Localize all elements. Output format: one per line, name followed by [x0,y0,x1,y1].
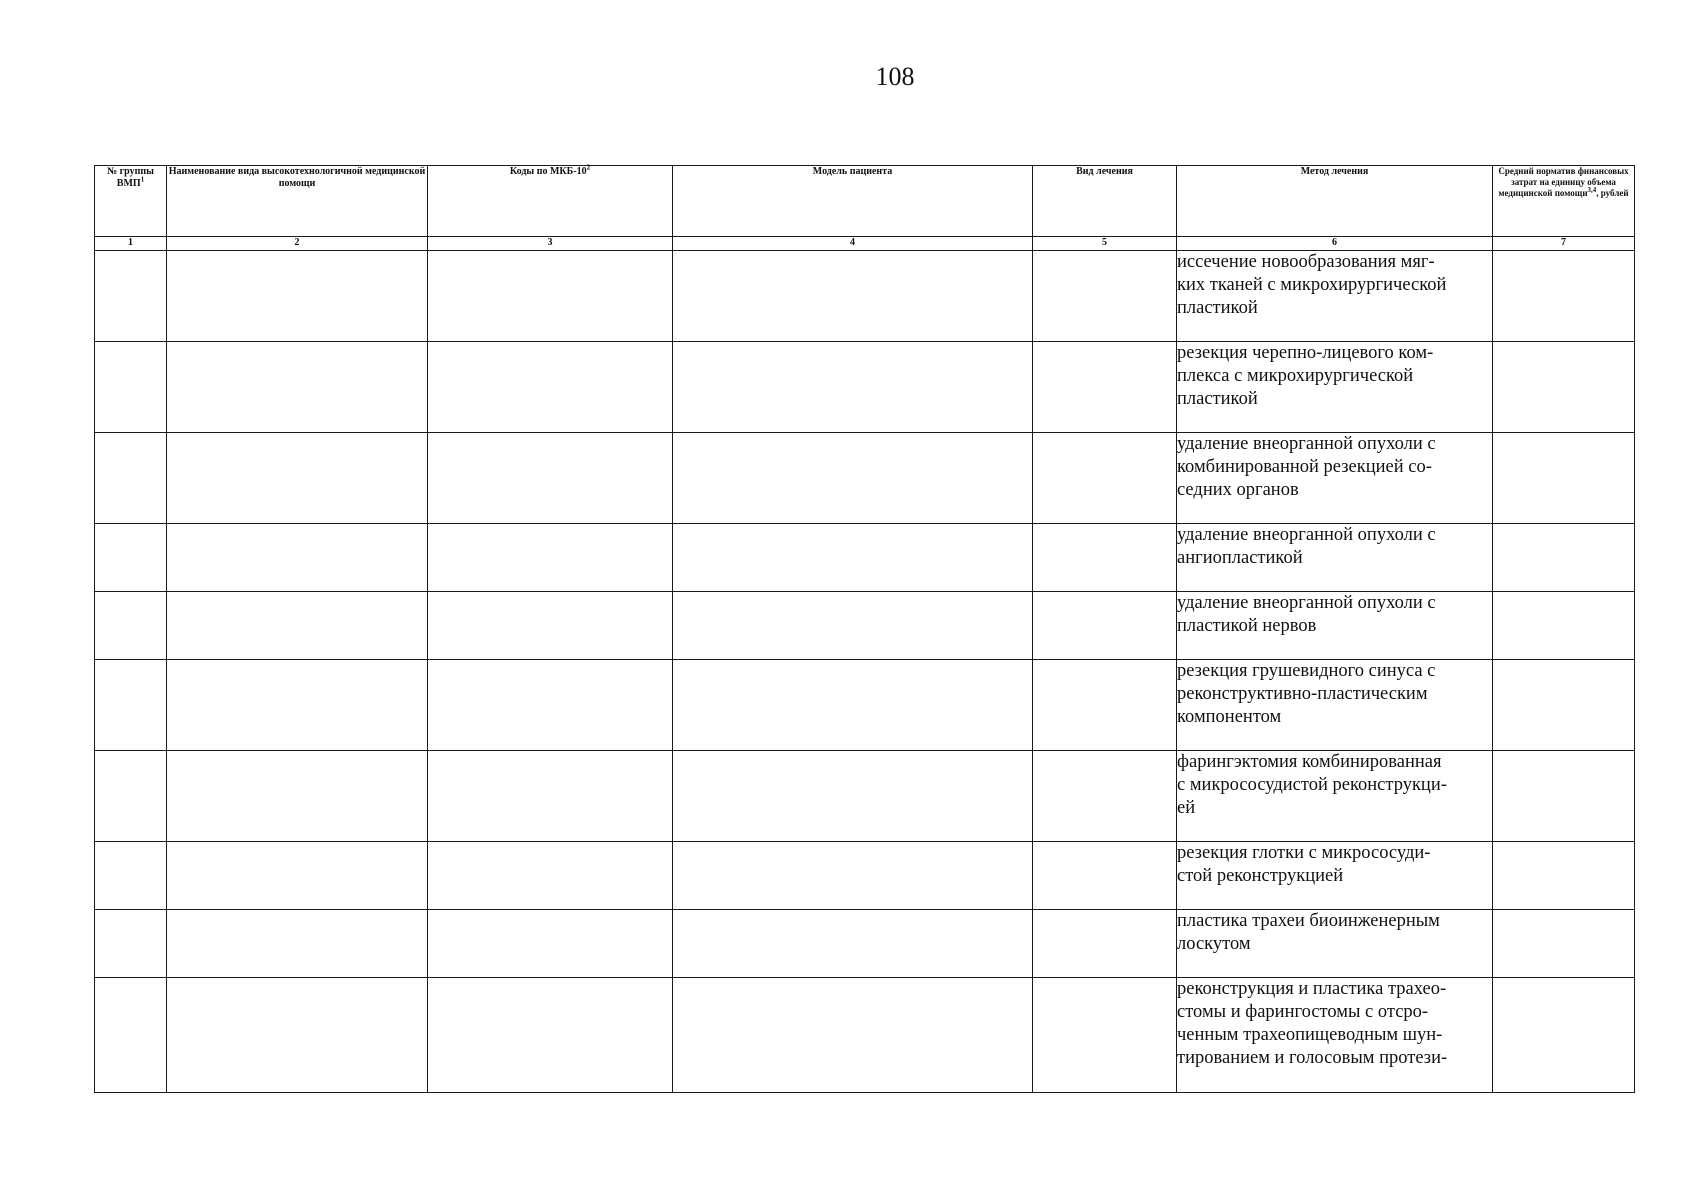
cell-empty [167,524,428,592]
table-header-row [95,166,1635,237]
cell-empty [1493,660,1635,751]
cell-empty [428,342,673,433]
cell-empty [1493,342,1635,433]
treatment-method-cell: резекция глотки с микрососуди- стой реконструкцией [1177,842,1493,910]
column-number: 6 [1177,237,1493,251]
cell-empty [1033,910,1177,978]
column-number: 7 [1493,237,1635,251]
cell-empty [428,251,673,342]
column-number: 2 [167,237,428,251]
table-row [95,842,1635,910]
header-icd-codes: Коды по МКБ-$10^2$ [428,166,673,237]
table-row [95,433,1635,524]
cell-empty [167,842,428,910]
cell-empty [1033,751,1177,842]
page-number: 108 [875,62,915,91]
cell-empty [1493,433,1635,524]
cell-empty [167,910,428,978]
cell-empty [95,433,167,524]
cell-empty [673,433,1033,524]
cell-empty [1493,592,1635,660]
table-row [95,524,1635,592]
cell-empty [95,251,167,342]
cell-empty [95,842,167,910]
cell-empty [1493,910,1635,978]
treatment-method-cell: удаление внеорганной опухоли с пластикой нервов [1177,592,1493,660]
header-group-number: № группы ВМП$^1$ [95,166,167,237]
header-cost-standard: Средний норматив финансовых затрат на единицу объема медицинской помощи$^{3,4}$, рублей [1493,166,1635,237]
cell-empty [673,978,1033,1093]
cell-empty [673,751,1033,842]
cell-empty [1033,251,1177,342]
column-number: 1 [95,237,167,251]
cell-empty [428,660,673,751]
cell-empty [1033,978,1177,1093]
cell-empty [673,592,1033,660]
column-number: 4 [673,237,1033,251]
cell-empty [95,751,167,842]
cell-empty [95,660,167,751]
cell-empty [1033,592,1177,660]
cell-empty [673,660,1033,751]
header-treatment-method: Метод лечения [1177,166,1493,237]
treatment-method-cell: иссечение новообразования мяг- ких тканей с микрохирургической пластикой [1177,251,1493,342]
table-row [95,592,1635,660]
cell-empty [95,342,167,433]
cell-empty [428,910,673,978]
table-row [95,660,1635,751]
cell-empty [673,910,1033,978]
cell-empty [95,910,167,978]
column-number: 5 [1033,237,1177,251]
cell-empty [95,524,167,592]
cell-empty [1493,251,1635,342]
cell-empty [1033,342,1177,433]
cell-empty [167,978,428,1093]
cell-empty [1033,433,1177,524]
cell-empty [428,751,673,842]
header-patient-model: Модель пациента [673,166,1033,237]
cell-empty [673,842,1033,910]
treatment-method-cell: реконструкция и пластика трахео- стомы и фарингостомы с отсро- ченным трахеопищеводным шун- тированием и голосовым протези- [1177,978,1493,1093]
treatment-method-cell: резекция черепно-лицевого ком- плекса с микрохирургической пластикой [1177,342,1493,433]
table-row [95,978,1635,1093]
table-row [95,910,1635,978]
cell-empty [428,592,673,660]
cell-empty [428,524,673,592]
header-treatment-type: Вид лечения [1033,166,1177,237]
column-number: 3 [428,237,673,251]
cell-empty [167,251,428,342]
cell-empty [95,592,167,660]
cell-empty [167,592,428,660]
header-care-type-name: Наименование вида высокотехнологичной медицинской помощи [167,166,428,237]
vmp-table [94,165,1635,1093]
table-row [95,251,1635,342]
cell-empty [1493,842,1635,910]
cell-empty [1033,524,1177,592]
treatment-method-cell: удаление внеорганной опухоли с комбинированной резекцией со- седних органов [1177,433,1493,524]
column-number-row [95,237,1635,251]
cell-empty [1033,660,1177,751]
cell-empty [1493,524,1635,592]
cell-empty [1033,842,1177,910]
treatment-method-cell: пластика трахеи биоинженерным лоскутом [1177,910,1493,978]
table-row [95,751,1635,842]
cell-empty [95,978,167,1093]
treatment-method-cell: фарингэктомия комбинированная с микрососудистой реконструкци- ей [1177,751,1493,842]
treatment-method-cell: резекция грушевидного синуса с реконструктивно-пластическим компонентом [1177,660,1493,751]
treatment-method-cell: удаление внеорганной опухоли с ангиопластикой [1177,524,1493,592]
cell-empty [1493,751,1635,842]
table-row [95,342,1635,433]
cell-empty [673,524,1033,592]
cell-empty [673,342,1033,433]
cell-empty [428,978,673,1093]
cell-empty [428,842,673,910]
cell-empty [167,660,428,751]
cell-empty [428,433,673,524]
cell-empty [167,433,428,524]
cell-empty [167,342,428,433]
cell-empty [167,751,428,842]
cell-empty [673,251,1033,342]
cell-empty [1493,978,1635,1093]
